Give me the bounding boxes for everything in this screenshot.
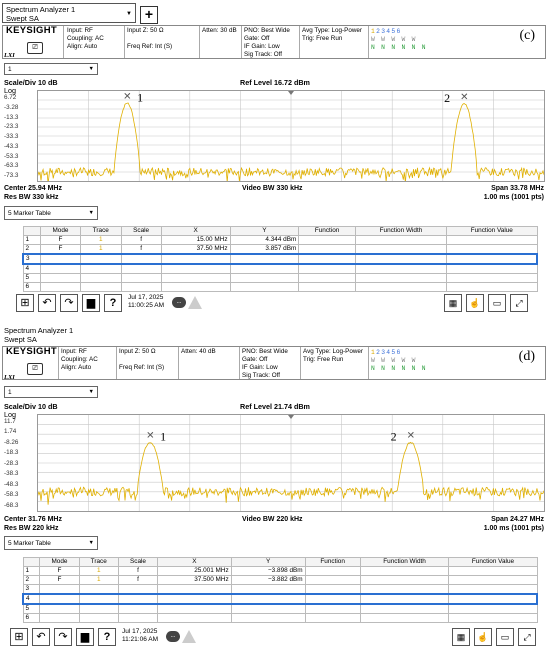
table-cell[interactable]: 2 bbox=[23, 245, 40, 255]
span[interactable]: Span 33.78 MHz bbox=[491, 185, 544, 192]
center-freq[interactable]: Center 31.76 MHz bbox=[4, 516, 62, 523]
marker-symbol[interactable]: ✕ bbox=[146, 430, 155, 442]
table-cell[interactable] bbox=[305, 604, 360, 614]
table-cell[interactable]: f bbox=[118, 576, 157, 585]
table-cell[interactable]: F bbox=[40, 576, 79, 585]
y-tick-label: -13.3 bbox=[4, 113, 19, 121]
table-cell[interactable] bbox=[299, 236, 356, 245]
table-cell[interactable] bbox=[355, 254, 446, 264]
column-header[interactable]: Scale bbox=[118, 558, 157, 567]
y-tick-label: 1.74 bbox=[4, 428, 17, 436]
y-tick-label: -43.3 bbox=[4, 142, 19, 150]
analyzer-panel-c bbox=[0, 0, 550, 322]
table-cell[interactable]: 15.00 MHz bbox=[161, 236, 230, 245]
table-cell[interactable]: 6 bbox=[23, 614, 40, 623]
y-tick-label: -58.3 bbox=[4, 491, 19, 499]
table-cell[interactable] bbox=[40, 585, 79, 595]
table-cell[interactable]: F bbox=[40, 245, 80, 255]
column-header[interactable]: Y bbox=[231, 558, 305, 567]
table-cell[interactable] bbox=[118, 594, 157, 604]
table-cell[interactable] bbox=[40, 254, 80, 264]
table-cell[interactable] bbox=[355, 236, 446, 245]
spectrum-svg bbox=[38, 91, 544, 181]
sweep-time[interactable]: 1.00 ms (1001 pts) bbox=[483, 525, 544, 532]
y-tick-label: -38.3 bbox=[4, 470, 19, 478]
help-icon[interactable]: ? bbox=[98, 628, 116, 646]
table-cell[interactable]: f bbox=[118, 567, 157, 576]
table-cell[interactable]: 1 bbox=[23, 236, 40, 245]
column-header[interactable]: Function Width bbox=[355, 227, 446, 236]
touch-icon[interactable]: ☝ bbox=[474, 628, 492, 646]
input-z-settings[interactable]: Input Z: 50 Ω Freq Ref: Int (S) bbox=[119, 348, 165, 371]
column-header[interactable]: Function bbox=[305, 558, 360, 567]
trace-select[interactable]: 1 ▼ bbox=[4, 386, 98, 398]
table-cell[interactable]: f bbox=[121, 245, 161, 255]
column-header[interactable]: Function bbox=[299, 227, 356, 236]
chevron-down-icon: ▼ bbox=[126, 11, 132, 17]
warning-icon[interactable] bbox=[188, 296, 202, 309]
table-cell[interactable] bbox=[121, 283, 161, 292]
marker-symbol[interactable]: ✕ bbox=[460, 91, 469, 103]
windows-start-icon[interactable]: ⊞ bbox=[10, 628, 28, 646]
table-cell[interactable] bbox=[161, 283, 230, 292]
table-cell[interactable] bbox=[79, 594, 118, 604]
table-cell[interactable] bbox=[81, 254, 121, 264]
redo-icon[interactable]: ↷ bbox=[60, 294, 78, 312]
y-tick-label: -73.3 bbox=[4, 172, 19, 180]
table-row[interactable] bbox=[23, 264, 537, 274]
column-header[interactable]: Scale bbox=[121, 227, 161, 236]
res-bw[interactable]: Res BW 330 kHz bbox=[4, 194, 59, 201]
chat-icon[interactable]: ... bbox=[172, 297, 186, 308]
table-cell[interactable]: 37.500 MHz bbox=[158, 576, 232, 585]
table-cell[interactable] bbox=[305, 567, 360, 576]
table-cell[interactable] bbox=[118, 585, 157, 595]
input-settings[interactable]: Input: RF Coupling: AC Align: Auto bbox=[67, 27, 104, 50]
table-cell[interactable] bbox=[158, 594, 232, 604]
y-tick-label: -18.3 bbox=[4, 449, 19, 457]
table-cell[interactable] bbox=[40, 274, 80, 283]
ref-level-label: Ref Level 16.72 dBm bbox=[240, 78, 310, 87]
chevron-down-icon: ▼ bbox=[88, 540, 94, 546]
chevron-down-icon: ▼ bbox=[88, 210, 94, 216]
brand-logo: KEYSIGHT bbox=[6, 25, 57, 36]
table-row[interactable] bbox=[23, 283, 537, 292]
table-row[interactable] bbox=[23, 254, 537, 264]
bw-settings[interactable]: PNO: Best Wide Gate: Off IF Gain: Low Sig Track: Off bbox=[244, 27, 290, 58]
table-cell[interactable] bbox=[449, 614, 537, 623]
table-cell[interactable] bbox=[360, 567, 449, 576]
video-bw[interactable]: Video BW 220 kHz bbox=[242, 516, 303, 523]
panel-tag: (d) bbox=[518, 349, 535, 364]
res-bw[interactable]: Res BW 220 kHz bbox=[4, 525, 59, 532]
column-header[interactable]: Y bbox=[230, 227, 299, 236]
table-cell[interactable]: 1 bbox=[79, 576, 118, 585]
lxi-logo: LXI bbox=[4, 374, 15, 381]
sweep-time[interactable]: 1.00 ms (1001 pts) bbox=[483, 194, 544, 201]
chat-icon[interactable]: ... bbox=[166, 631, 180, 642]
table-cell[interactable] bbox=[447, 236, 537, 245]
table-cell[interactable] bbox=[79, 604, 118, 614]
scale-div-label: Scale/Div 10 dB bbox=[4, 402, 58, 411]
table-cell[interactable] bbox=[121, 254, 161, 264]
trace-status-grid[interactable]: 123456 W W W W W N N N N N N bbox=[371, 28, 427, 51]
marker-label: 2 bbox=[390, 429, 397, 444]
app-title: Spectrum Analyzer 1 bbox=[4, 326, 74, 335]
column-header[interactable] bbox=[23, 558, 40, 567]
folder-icon[interactable]: ▆ bbox=[82, 294, 100, 312]
window-icon[interactable]: ▭ bbox=[496, 628, 514, 646]
column-header[interactable]: Mode bbox=[40, 558, 79, 567]
column-header[interactable]: X bbox=[158, 558, 232, 567]
table-cell[interactable] bbox=[40, 614, 79, 623]
sweep-settings[interactable]: Avg Type: Log-Power Trig: Free Run bbox=[302, 27, 362, 42]
marker-table bbox=[22, 226, 538, 292]
table-cell[interactable] bbox=[81, 283, 121, 292]
table-cell[interactable] bbox=[447, 283, 537, 292]
window-select[interactable] bbox=[2, 3, 136, 23]
bw-settings[interactable]: PNO: Best Wide Gate: Off IF Gain: Low Sig Track: Off bbox=[242, 348, 288, 379]
y-tick-label: -63.3 bbox=[4, 162, 19, 170]
taskbar bbox=[0, 628, 550, 648]
undo-icon[interactable]: ↶ bbox=[38, 294, 56, 312]
table-cell[interactable]: 1 bbox=[79, 567, 118, 576]
table-cell[interactable]: 3.857 dBm bbox=[230, 245, 299, 255]
marker-symbol[interactable]: ✕ bbox=[406, 430, 416, 442]
column-header[interactable]: Function Width bbox=[360, 558, 449, 567]
analyzer-panel-d bbox=[0, 322, 550, 653]
trace-select[interactable]: 1 ▼ bbox=[4, 63, 98, 75]
trace-status-grid[interactable]: 123456 W W W W W N N N N N N bbox=[371, 349, 427, 372]
table-cell[interactable] bbox=[231, 585, 305, 595]
table-cell[interactable] bbox=[449, 594, 537, 604]
table-cell[interactable] bbox=[161, 274, 230, 283]
taskbar bbox=[0, 294, 550, 314]
table-header bbox=[23, 558, 537, 567]
y-tick-label: -53.3 bbox=[4, 152, 19, 160]
y-tick-label: -33.3 bbox=[4, 133, 19, 141]
table-cell[interactable]: 4 bbox=[23, 264, 40, 274]
app-subtitle: Swept SA bbox=[4, 335, 37, 344]
table-cell[interactable] bbox=[79, 585, 118, 595]
table-cell[interactable] bbox=[231, 614, 305, 623]
touch-icon[interactable]: ☝ bbox=[466, 294, 484, 312]
clock: Jul 17, 2025 11:21:06 AM bbox=[122, 628, 159, 643]
help-icon[interactable]: ? bbox=[104, 294, 122, 312]
table-cell[interactable] bbox=[449, 585, 537, 595]
table-cell[interactable]: 4.344 dBm bbox=[230, 236, 299, 245]
table-cell[interactable]: f bbox=[121, 236, 161, 245]
table-cell[interactable] bbox=[158, 604, 232, 614]
table-cell[interactable] bbox=[158, 585, 232, 595]
column-header[interactable]: Function Value bbox=[447, 227, 537, 236]
table-cell[interactable] bbox=[158, 614, 232, 623]
table-cell[interactable] bbox=[355, 274, 446, 283]
chevron-down-icon: ▼ bbox=[88, 389, 94, 395]
video-bw[interactable]: Video BW 330 kHz bbox=[242, 185, 303, 192]
chevron-down-icon: ▼ bbox=[88, 66, 94, 72]
fullscreen-icon[interactable]: ⤢ bbox=[518, 628, 536, 646]
y-tick-label: 6.72 bbox=[4, 94, 17, 101]
table-cell[interactable] bbox=[161, 254, 230, 264]
table-cell[interactable] bbox=[40, 604, 79, 614]
atten-settings[interactable]: Atten: 40 dB bbox=[181, 348, 216, 355]
monitor-icon[interactable]: ⎚ bbox=[27, 363, 43, 375]
table-cell[interactable]: 3 bbox=[23, 254, 40, 264]
table-cell[interactable] bbox=[305, 614, 360, 623]
table-cell[interactable] bbox=[449, 576, 537, 585]
scale-div-label: Scale/Div 10 dB bbox=[4, 78, 58, 87]
table-cell[interactable]: 2 bbox=[23, 576, 40, 585]
table-cell[interactable] bbox=[447, 264, 537, 274]
marker-label: 1 bbox=[137, 91, 144, 105]
clock: Jul 17, 2025 11:00:25 AM bbox=[128, 294, 165, 309]
table-row[interactable] bbox=[23, 576, 537, 585]
fullscreen-icon[interactable]: ⤢ bbox=[510, 294, 528, 312]
spectrum-plot[interactable] bbox=[37, 414, 545, 512]
column-header[interactable]: Trace bbox=[81, 227, 121, 236]
table-cell[interactable] bbox=[40, 283, 80, 292]
marker-symbol[interactable]: ✕ bbox=[123, 91, 132, 103]
table-cell[interactable] bbox=[299, 264, 356, 274]
table-cell[interactable] bbox=[447, 254, 537, 264]
table-cell[interactable] bbox=[360, 604, 449, 614]
table-cell[interactable] bbox=[299, 245, 356, 255]
table-row[interactable] bbox=[23, 236, 537, 245]
table-cell[interactable] bbox=[230, 274, 299, 283]
column-header[interactable] bbox=[23, 227, 40, 236]
marker-label: 2 bbox=[444, 91, 451, 105]
table-row[interactable] bbox=[23, 567, 537, 576]
table-cell[interactable]: 5 bbox=[23, 604, 40, 614]
settings-bar bbox=[2, 25, 546, 59]
table-cell[interactable] bbox=[305, 594, 360, 604]
table-cell[interactable]: 4 bbox=[23, 594, 40, 604]
table-row[interactable] bbox=[23, 245, 537, 255]
table-cell[interactable] bbox=[121, 264, 161, 274]
monitor-icon[interactable]: ⎚ bbox=[27, 42, 43, 54]
undo-icon[interactable]: ↶ bbox=[32, 628, 50, 646]
y-tick-label: -8.26 bbox=[4, 438, 19, 446]
table-cell[interactable] bbox=[305, 585, 360, 595]
app-subtitle: Swept SA bbox=[6, 14, 39, 23]
table-cell[interactable]: 5 bbox=[23, 274, 40, 283]
table-cell[interactable] bbox=[305, 576, 360, 585]
table-cell[interactable] bbox=[121, 274, 161, 283]
table-cell[interactable] bbox=[355, 245, 446, 255]
redo-icon[interactable]: ↷ bbox=[54, 628, 72, 646]
column-header[interactable]: Trace bbox=[79, 558, 118, 567]
table-cell[interactable] bbox=[230, 254, 299, 264]
warning-icon[interactable] bbox=[182, 630, 196, 643]
table-row[interactable] bbox=[23, 594, 537, 604]
table-cell[interactable] bbox=[447, 245, 537, 255]
spectrum-plot[interactable] bbox=[37, 90, 545, 182]
table-cell[interactable]: 25.001 MHz bbox=[158, 567, 232, 576]
marker-label: 1 bbox=[160, 429, 167, 444]
marker-table bbox=[22, 557, 538, 623]
table-cell[interactable]: 6 bbox=[23, 283, 40, 292]
brand-logo: KEYSIGHT bbox=[6, 346, 57, 357]
column-header[interactable]: X bbox=[161, 227, 230, 236]
atten-settings[interactable]: Atten: 30 dB bbox=[202, 27, 237, 34]
y-tick-label: -28.3 bbox=[4, 459, 19, 467]
sweep-settings[interactable]: Avg Type: Log-Power Trig: Free Run bbox=[303, 348, 363, 363]
y-tick-label: -3.28 bbox=[4, 103, 19, 111]
log-label: Log bbox=[4, 410, 16, 419]
table-cell[interactable] bbox=[161, 264, 230, 274]
table-cell[interactable] bbox=[299, 283, 356, 292]
table-cell[interactable] bbox=[299, 274, 356, 283]
table-cell[interactable] bbox=[360, 576, 449, 585]
center-freq[interactable]: Center 25.94 MHz bbox=[4, 185, 62, 192]
table-cell[interactable] bbox=[360, 594, 449, 604]
table-cell[interactable]: 3 bbox=[23, 585, 40, 595]
grid-view-icon[interactable]: ▦ bbox=[444, 294, 462, 312]
table-cell[interactable]: F bbox=[40, 236, 80, 245]
table-cell[interactable] bbox=[40, 264, 80, 274]
grid-view-icon[interactable]: ▦ bbox=[452, 628, 470, 646]
center-indicator bbox=[288, 91, 294, 95]
y-tick-label: -68.3 bbox=[4, 501, 19, 509]
table-cell[interactable] bbox=[231, 604, 305, 614]
input-settings[interactable]: Input: RF Coupling: AC Align: Auto bbox=[61, 348, 98, 371]
y-tick-label: 11.7 bbox=[4, 418, 16, 425]
table-cell[interactable]: −3.898 dBm bbox=[231, 567, 305, 576]
table-cell[interactable] bbox=[360, 585, 449, 595]
table-cell[interactable] bbox=[449, 604, 537, 614]
table-cell[interactable] bbox=[360, 614, 449, 623]
table-cell[interactable] bbox=[118, 604, 157, 614]
input-z-settings[interactable]: Input Z: 50 Ω Freq Ref: Int (S) bbox=[127, 27, 173, 50]
table-cell[interactable] bbox=[230, 264, 299, 274]
spectrum-svg bbox=[38, 415, 544, 511]
add-window-button[interactable]: + bbox=[140, 6, 158, 24]
app-title: Spectrum Analyzer 1 bbox=[6, 5, 76, 14]
table-cell[interactable] bbox=[355, 264, 446, 274]
table-cell[interactable]: 1 bbox=[81, 236, 121, 245]
table-cell[interactable] bbox=[449, 567, 537, 576]
column-header[interactable]: Mode bbox=[40, 227, 80, 236]
panel-tag: (c) bbox=[519, 28, 535, 43]
y-tick-label: -23.3 bbox=[4, 123, 19, 131]
marker-table-select[interactable]: 5 Marker Table ▼ bbox=[4, 536, 98, 550]
table-cell[interactable] bbox=[231, 594, 305, 604]
table-cell[interactable]: 1 bbox=[23, 567, 40, 576]
folder-icon[interactable]: ▆ bbox=[76, 628, 94, 646]
window-icon[interactable]: ▭ bbox=[488, 294, 506, 312]
table-cell[interactable]: 37.50 MHz bbox=[161, 245, 230, 255]
y-tick-label: -48.3 bbox=[4, 480, 19, 488]
table-row[interactable] bbox=[23, 604, 537, 614]
center-indicator bbox=[288, 415, 294, 419]
table-cell[interactable] bbox=[79, 614, 118, 623]
lxi-logo: LXI bbox=[4, 52, 15, 59]
table-cell[interactable]: −3.882 dBm bbox=[231, 576, 305, 585]
windows-start-icon[interactable]: ⊞ bbox=[16, 294, 34, 312]
marker-table-select[interactable]: 5 Marker Table ▼ bbox=[4, 206, 98, 220]
table-cell[interactable] bbox=[299, 254, 356, 264]
table-cell[interactable]: F bbox=[40, 567, 79, 576]
table-cell[interactable] bbox=[81, 264, 121, 274]
table-cell[interactable] bbox=[81, 274, 121, 283]
table-header bbox=[23, 227, 537, 236]
table-cell[interactable] bbox=[40, 594, 79, 604]
table-cell[interactable] bbox=[447, 274, 537, 283]
table-cell[interactable] bbox=[118, 614, 157, 623]
table-cell[interactable] bbox=[355, 283, 446, 292]
table-row[interactable] bbox=[23, 585, 537, 595]
log-label: Log bbox=[4, 86, 16, 95]
table-row[interactable] bbox=[23, 614, 537, 623]
table-cell[interactable]: 1 bbox=[81, 245, 121, 255]
table-cell[interactable] bbox=[230, 283, 299, 292]
table-row[interactable] bbox=[23, 274, 537, 283]
settings-bar bbox=[2, 346, 546, 380]
span[interactable]: Span 24.27 MHz bbox=[491, 516, 544, 523]
ref-level-label: Ref Level 21.74 dBm bbox=[240, 402, 310, 411]
column-header[interactable]: Function Value bbox=[449, 558, 537, 567]
